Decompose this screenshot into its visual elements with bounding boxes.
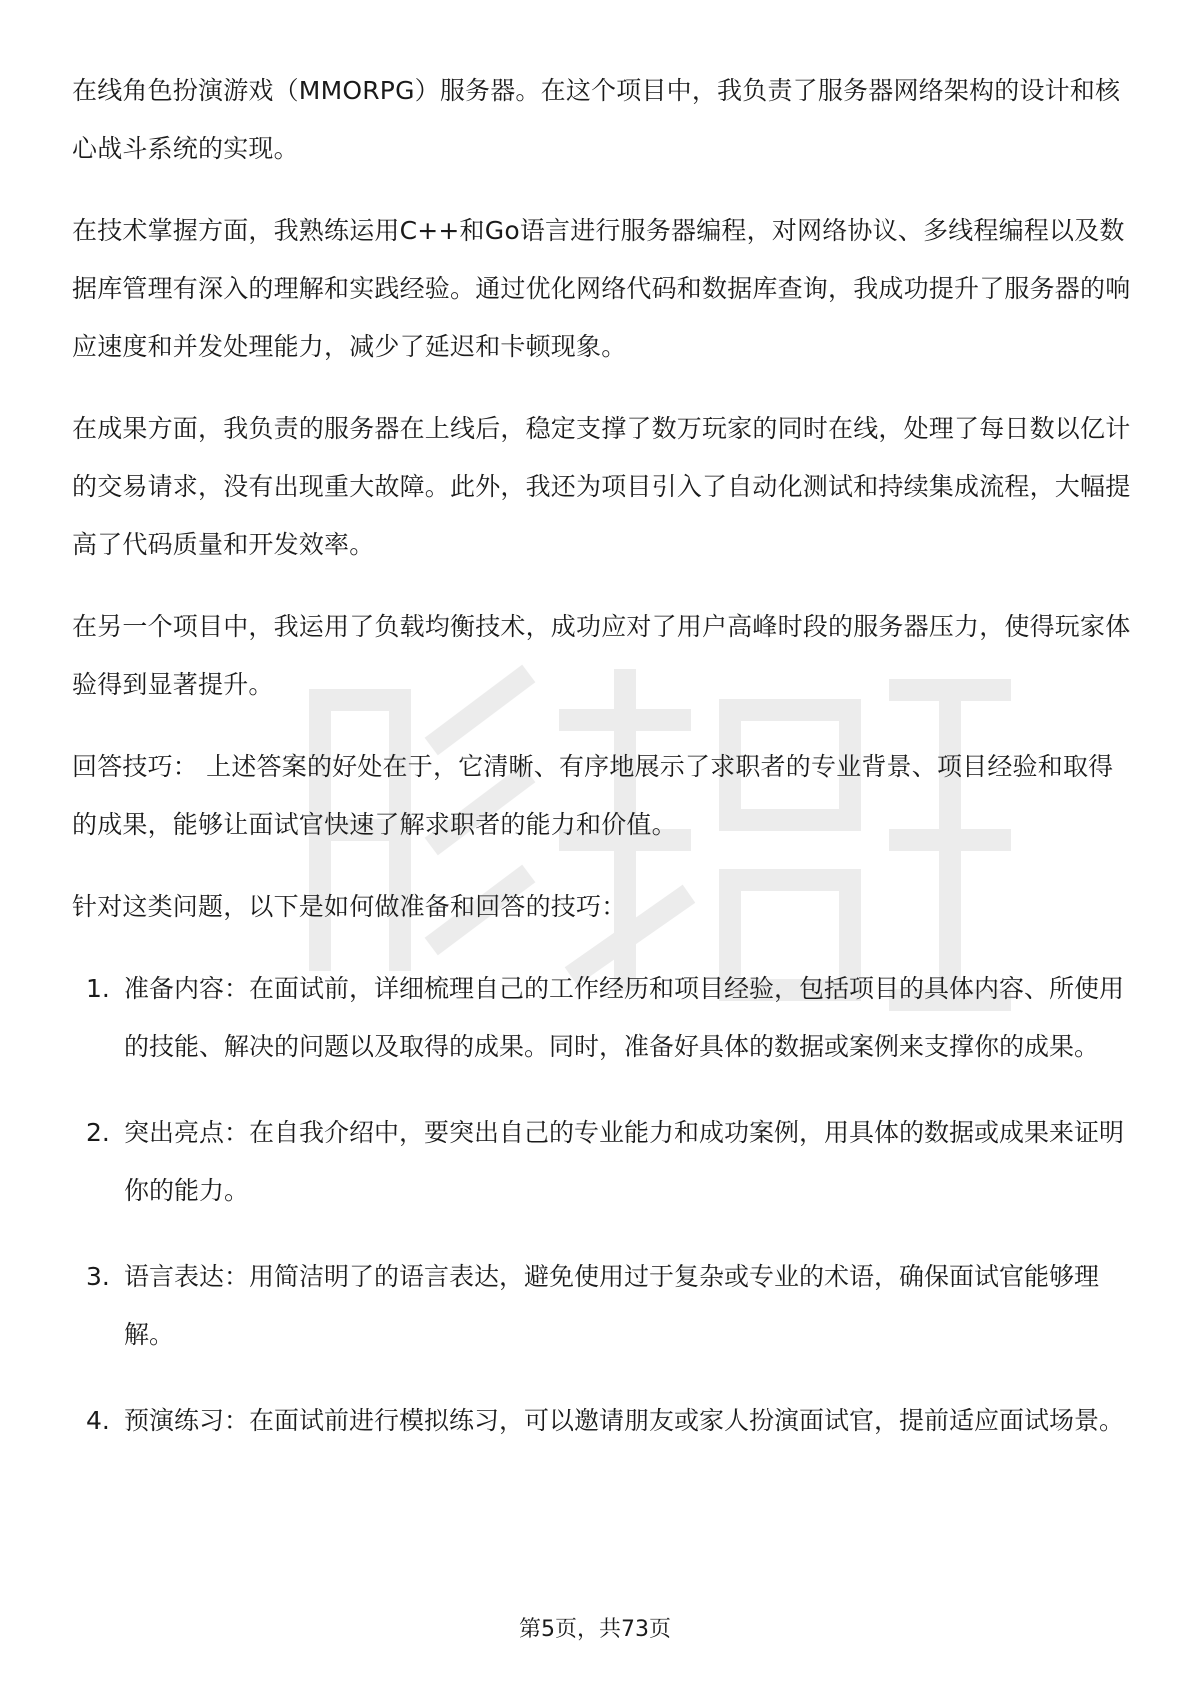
paragraph: 在技术掌握方面，我熟练运用C++和Go语言进行服务器编程，对网络协议、多线程编程以及数据库管理有深入的理解和实践经验。通过优化网络代码和数据库查询，我成功提升了服务器的响应速度和并发处理能力，减少了延迟和卡顿现象。: [72, 216, 1131, 361]
list-number: 3.: [86, 1262, 110, 1291]
page-number: 第5页，共73页: [519, 1617, 671, 1642]
tips-list: [72, 960, 1132, 1450]
list-item: [72, 1392, 1132, 1450]
paragraph: 针对这类问题，以下是如何做准备和回答的技巧：: [72, 892, 627, 921]
list-item: [72, 960, 1132, 1076]
list-number: 1.: [86, 974, 110, 1003]
list-item: [72, 1104, 1132, 1220]
document-body: [72, 62, 1132, 1478]
paragraph: 在线角色扮演游戏（MMORPG）服务器。在这个项目中，我负责了服务器网络架构的设计和核心战斗系统的实现。: [72, 76, 1121, 163]
paragraph: 在成果方面，我负责的服务器在上线后，稳定支撑了数万玩家的同时在线，处理了每日数以亿计的交易请求，没有出现重大故障。此外，我还为项目引入了自动化测试和持续集成流程，大幅提高了代码质量和开发效率。: [72, 414, 1131, 559]
list-item: [72, 1248, 1132, 1364]
list-text: 突出亮点：在自我介绍中，要突出自己的专业能力和成功案例，用具体的数据或成果来证明你的能力。: [124, 1118, 1125, 1205]
list-text: 语言表达：用简洁明了的语言表达，避免使用过于复杂或专业的术语，确保面试官能够理解。: [124, 1262, 1100, 1349]
list-number: 2.: [86, 1118, 110, 1147]
list-text: 准备内容：在面试前，详细梳理自己的工作经历和项目经验，包括项目的具体内容、所使用的技能、解决的问题以及取得的成果。同时，准备好具体的数据或案例来支撑你的成果。: [124, 974, 1125, 1061]
paragraph: 回答技巧： 上述答案的好处在于，它清晰、有序地展示了求职者的专业背景、项目经验和取得的成果，能够让面试官快速了解求职者的能力和价值。: [72, 752, 1114, 839]
list-text: 预演练习：在面试前进行模拟练习，可以邀请朋友或家人扮演面试官，提前适应面试场景。: [124, 1406, 1125, 1435]
list-number: 4.: [86, 1406, 110, 1435]
paragraph: 在另一个项目中，我运用了负载均衡技术，成功应对了用户高峰时段的服务器压力，使得玩家体验得到显著提升。: [72, 612, 1131, 699]
